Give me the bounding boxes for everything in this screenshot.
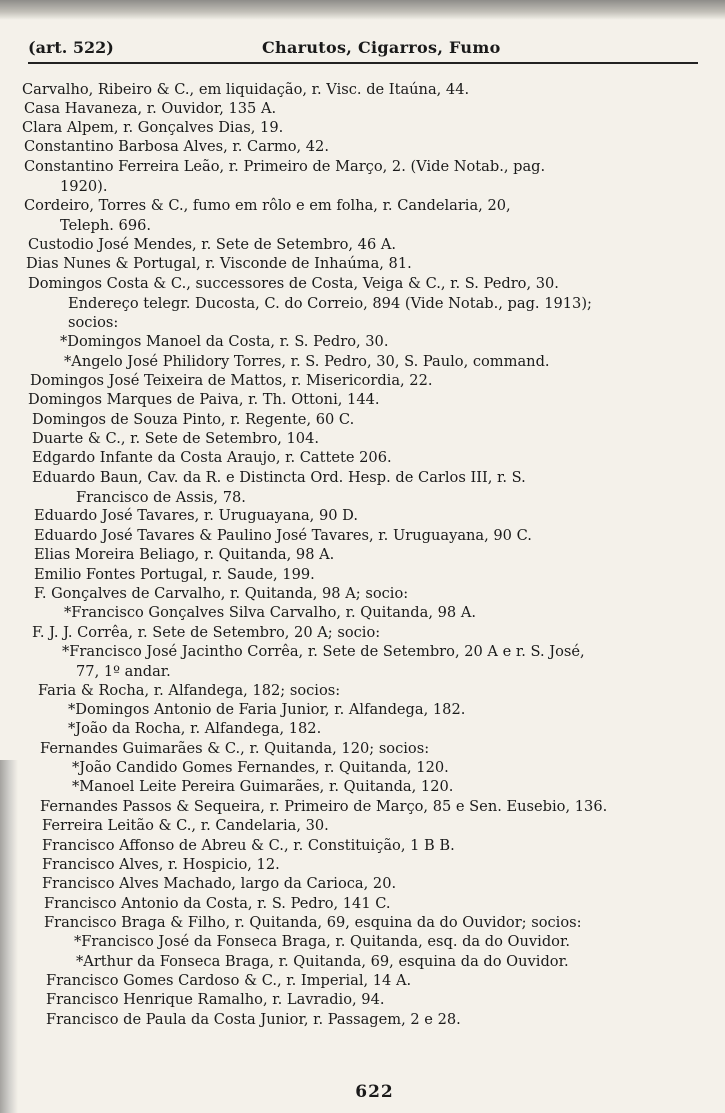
directory-entry	[0, 545, 725, 565]
entry-continuation-line: Endereço telegr. Ducosta, C. do Correio, 894 (Vide Notab., pag. 1913);	[68, 294, 592, 312]
entry-line: *Angelo José Philidory Torres, r. S. Pedro, 30, S. Paulo, command.	[64, 353, 550, 370]
page-header	[28, 38, 698, 62]
directory-entry	[0, 332, 725, 352]
directory-entry	[0, 739, 725, 759]
directory-entry	[0, 506, 725, 526]
entry-line: Fernandes Passos & Sequeira, r. Primeiro de Março, 85 e Sen. Eusebio, 136.	[40, 798, 608, 815]
entry-line: *Arthur da Fonseca Braga, r. Quitanda, 69, esquina da do Ouvidor.	[76, 953, 569, 970]
entry-line: Constantino Ferreira Leão, r. Primeiro de Março, 2. (Vide Notab., pag.	[24, 158, 546, 175]
directory-entry	[0, 913, 725, 933]
entry-line: Fernandes Guimarães & C., r. Quitanda, 120; socios:	[40, 740, 430, 757]
entry-line: *Francisco José Jacintho Corrêa, r. Sete de Setembro, 20 A e r. S. José,	[62, 643, 585, 660]
directory-entry	[0, 468, 725, 507]
directory-entry	[0, 603, 725, 623]
directory-entry	[0, 836, 725, 856]
entry-line: *João da Rocha, r. Alfandega, 182.	[68, 720, 322, 737]
entry-line: F. Gonçalves de Carvalho, r. Quitanda, 98 A; socio:	[34, 585, 409, 602]
directory-entry	[0, 274, 725, 333]
entry-continuation-line: Teleph. 696.	[60, 216, 152, 234]
directory-entry	[0, 681, 725, 701]
entry-line: Francisco Antonio da Costa, r. S. Pedro, 141 C.	[44, 895, 391, 912]
directory-entry	[0, 118, 725, 138]
entry-line: Eduardo José Tavares, r. Uruguayana, 90 D.	[34, 507, 358, 524]
directory-entry	[0, 99, 725, 119]
entry-line: Eduardo Baun, Cav. da R. e Distincta Ord. Hesp. de Carlos III, r. S.	[32, 469, 526, 486]
entry-line: Domingos Marques de Paiva, r. Th. Ottoni, 144.	[28, 391, 380, 408]
directory-entry	[0, 855, 725, 875]
section-title: Charutos, Cigarros, Fumo	[262, 38, 501, 57]
directory-entry	[0, 157, 725, 196]
directory-entry	[0, 254, 725, 274]
directory-entry	[0, 390, 725, 410]
entry-line: *Domingos Antonio de Faria Junior, r. Alfandega, 182.	[68, 701, 466, 718]
directory-entry	[0, 816, 725, 836]
entry-continuation-line: Francisco de Assis, 78.	[76, 488, 246, 506]
scan-shadow-top	[0, 0, 725, 20]
directory-entry	[0, 137, 725, 157]
directory-entry	[0, 797, 725, 817]
directory-entry	[0, 932, 725, 952]
entry-line: *Manoel Leite Pereira Guimarães, r. Quitanda, 120.	[72, 778, 454, 795]
entry-line: Francisco Affonso de Abreu & C., r. Constituição, 1 B B.	[42, 837, 455, 854]
entry-line: Francisco Henrique Ramalho, r. Lavradio, 94.	[46, 991, 385, 1008]
directory-entry	[0, 429, 725, 449]
directory-entry	[0, 80, 725, 100]
page-number: 622	[355, 1082, 394, 1102]
entry-line: Emilio Fontes Portugal, r. Saude, 199.	[34, 566, 315, 583]
directory-entry	[0, 196, 725, 235]
entry-line: Casa Havaneza, r. Ouvidor, 135 A.	[24, 100, 277, 117]
directory-entry	[0, 700, 725, 720]
entry-line: Domingos José Teixeira de Mattos, r. Misericordia, 22.	[30, 372, 433, 389]
directory-entry	[0, 642, 725, 681]
entry-line: *João Candido Gomes Fernandes, r. Quitanda, 120.	[72, 759, 449, 776]
entry-line: Elias Moreira Beliago, r. Quitanda, 98 A.	[34, 546, 335, 563]
entry-line: Domingos de Souza Pinto, r. Regente, 60 C.	[32, 411, 355, 428]
entry-line: Clara Alpem, r. Gonçalves Dias, 19.	[22, 119, 284, 136]
directory-entry	[0, 526, 725, 546]
entry-line: *Domingos Manoel da Costa, r. S. Pedro, 30.	[60, 333, 389, 350]
directory-entry	[0, 410, 725, 430]
directory-entry	[0, 448, 725, 468]
directory-entry	[0, 874, 725, 894]
entry-line: Edgardo Infante da Costa Araujo, r. Cattete 206.	[32, 449, 392, 466]
entry-line: Dias Nunes & Portugal, r. Visconde de Inhaúma, 81.	[26, 255, 412, 272]
entry-line: Ferreira Leitão & C., r. Candelaria, 30.	[42, 817, 329, 834]
directory-entry	[0, 777, 725, 797]
entry-line: Cordeiro, Torres & C., fumo em rôlo e em folha, r. Candelaria, 20,	[24, 197, 511, 214]
entry-continuation-line: socios:	[68, 314, 119, 332]
directory-entry	[0, 565, 725, 585]
entry-line: Carvalho, Ribeiro & C., em liquidação, r. Visc. de Itaúna, 44.	[22, 81, 470, 98]
directory-entry	[0, 352, 725, 372]
directory-entry	[0, 990, 725, 1010]
entry-line: Francisco Alves Machado, largo da Carioca, 20.	[42, 875, 397, 892]
entry-line: Custodio José Mendes, r. Sete de Setembro, 46 A.	[28, 236, 397, 253]
header-rule	[28, 62, 698, 64]
directory-entry	[0, 894, 725, 914]
entry-line: *Francisco Gonçalves Silva Carvalho, r. Quitanda, 98 A.	[64, 604, 477, 621]
entry-continuation-line: 77, 1º andar.	[76, 662, 171, 680]
entry-line: Francisco Alves, r. Hospicio, 12.	[42, 856, 280, 873]
entry-line: Francisco Braga & Filho, r. Quitanda, 69, esquina da do Ouvidor; socios:	[44, 914, 582, 931]
entry-line: Eduardo José Tavares & Paulino José Tavares, r. Uruguayana, 90 C.	[34, 527, 532, 544]
entry-line: Francisco Gomes Cardoso & C., r. Imperial, 14 A.	[46, 972, 412, 989]
entry-line: Francisco de Paula da Costa Junior, r. Passagem, 2 e 28.	[46, 1011, 461, 1028]
directory-entry	[0, 719, 725, 739]
directory-entry	[0, 971, 725, 991]
directory-entry	[0, 235, 725, 255]
directory-entry	[0, 952, 725, 972]
entry-line: Constantino Barbosa Alves, r. Carmo, 42.	[24, 138, 329, 155]
directory-entry	[0, 584, 725, 604]
directory-entry	[0, 371, 725, 391]
entry-line: Domingos Costa & C., successores de Costa, Veiga & C., r. S. Pedro, 30.	[28, 275, 559, 292]
directory-entry	[0, 758, 725, 778]
directory-entry	[0, 1010, 725, 1030]
entry-line: *Francisco José da Fonseca Braga, r. Quitanda, esq. da do Ouvidor.	[74, 933, 570, 950]
entry-line: F. J. J. Corrêa, r. Sete de Setembro, 20 A; socio:	[32, 624, 381, 641]
directory-entry	[0, 623, 725, 643]
entry-line: Duarte & C., r. Sete de Setembro, 104.	[32, 430, 319, 447]
entry-line: Faria & Rocha, r. Alfandega, 182; socios:	[38, 682, 341, 699]
article-number: (art. 522)	[28, 38, 114, 57]
entry-continuation-line: 1920).	[60, 177, 108, 195]
